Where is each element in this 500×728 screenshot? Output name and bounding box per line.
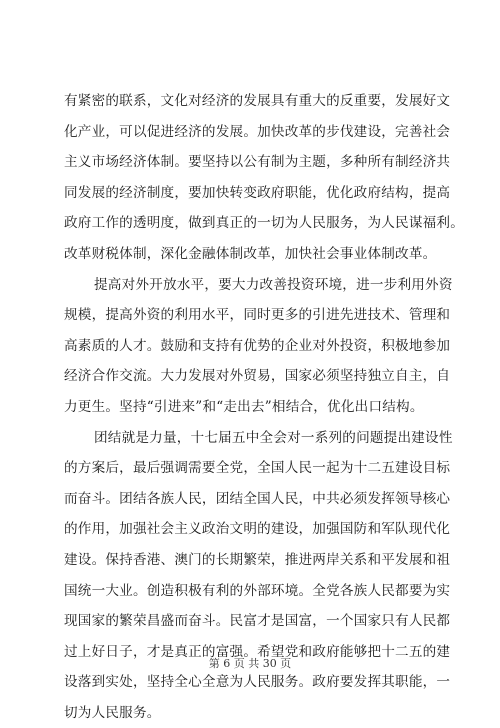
text-line: 而奋斗。团结各族人民，团结全国人民，中共必须发挥领导核心 <box>64 490 451 507</box>
text-line: 改革财税体制，深化金融体制改革，加快社会事业体制改革。 <box>64 245 437 262</box>
text-line: 力更生。坚持“引进来”和“走出去”相结合，优化出口结构。 <box>64 398 424 415</box>
text-line: 经济合作交流。大力发展对外贸易，国家必须坚持独立自主，自 <box>64 368 451 385</box>
paragraph <box>64 423 453 728</box>
page-footer: 第 6 页 共 30 页 <box>208 657 292 670</box>
text-line: 的作用，加强社会主义政治文明的建设，加强国防和军队现代化 <box>64 521 451 538</box>
paragraph <box>64 270 453 423</box>
paragraph <box>64 86 465 270</box>
text-line: 建设。保持香港、澳门的长期繁荣，推进两岸关系和平发展和祖 <box>64 551 451 568</box>
text-line: 高素质的人才。鼓励和支持有优势的企业对外投资，积极地参加 <box>64 337 451 354</box>
text-line: 国统一大业。创造积极有利的外部环境。全党各族人民都要为实 <box>64 582 451 599</box>
text-line: 同发展的经济制度，要加快转变政府职能，优化政府结构，提高 <box>64 184 451 201</box>
text-line: 现国家的繁荣昌盛而奋斗。民富才是国富，一个国家只有人民都 <box>64 613 451 630</box>
text-line: 切为人民服务。 <box>64 704 161 721</box>
text-line: 团结就是力量，十七届五中全会对一系列的问题提出建设性 <box>94 429 453 446</box>
text-line: 规模，提高外资的利用水平，同时更多的引进先进技术、管理和 <box>64 307 451 324</box>
text-line: 提高对外开放水平，要大力改善投资环境，进一步利用外资 <box>94 276 453 293</box>
text-line: 化产业，可以促进经济的发展。加快改革的步伐建设，完善社会 <box>64 123 451 140</box>
text-line: 政府工作的透明度，做到真正的一切为人民服务，为人民谋福利。 <box>64 215 465 232</box>
text-line: 的方案后，最后强调需要全党，全国人民一起为十二五建设目标 <box>64 460 451 477</box>
text-line: 主义市场经济体制。要坚持以公有制为主题，多种所有制经济共 <box>64 154 451 171</box>
text-line: 设落到实处，坚持全心全意为人民服务。政府要发挥其职能，一 <box>64 674 451 691</box>
text-line: 过上好日子，才是真正的富强。希望党和政府能够把十二五的建 <box>64 643 451 660</box>
document-body <box>64 86 465 728</box>
text-line: 有紧密的联系，文化对经济的发展具有重大的反重要，发展好文 <box>64 93 451 109</box>
